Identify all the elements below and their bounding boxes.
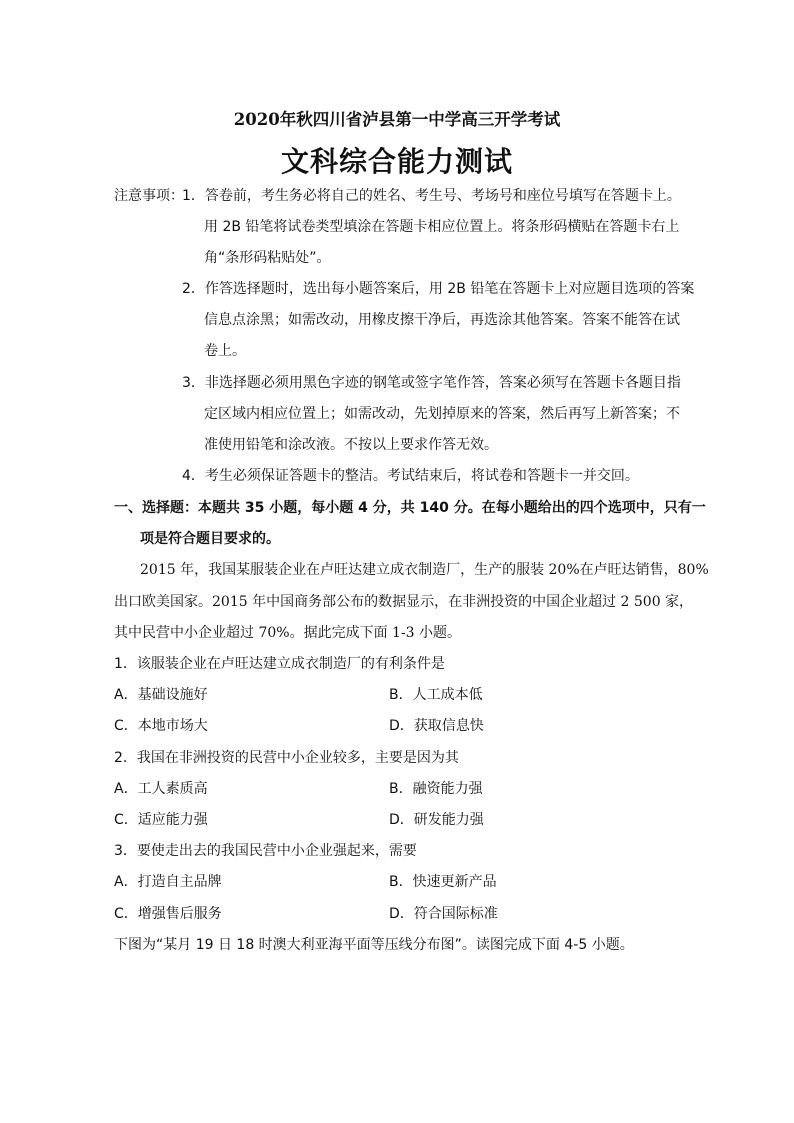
option-d: D．获取信息快 xyxy=(389,718,484,734)
exam-subtitle: 文科综合能力测试 xyxy=(280,145,513,178)
notice-line: 角“条形码粘贴处”。 xyxy=(204,250,331,266)
option-d: D．研发能力强 xyxy=(389,812,484,828)
option-d: D．符合国际标准 xyxy=(389,906,498,922)
question-stem: 3．要使走出去的我国民营中小企业强起来，需要 xyxy=(114,843,417,859)
exam-title: 2020年秋四川省泸县第一中学高三开学考试 xyxy=(233,110,561,129)
section-heading: 一、选择题：本题共 35 小题，每小题 4 分，共 140 分。在每小题给出的四个选项中，只有一 xyxy=(114,500,706,516)
question-stem: 2．我国在非洲投资的民营中小企业较多，主要是因为其 xyxy=(114,750,459,766)
notice-line: 用 2B 铅笔将试卷类型填涂在答题卡相应位置上。将条形码横贴在答题卡右上 xyxy=(204,219,680,235)
option-a: A．基础设施好 xyxy=(114,687,208,703)
option-b: B．人工成本低 xyxy=(389,687,483,703)
option-a: A．工人素质高 xyxy=(114,781,208,797)
notice-line: 定区域内相应位置上；如需改动，先划掉原来的答案，然后再写上新答案；不 xyxy=(204,406,680,422)
notice-line: 信息点涂黑；如需改动，用橡皮擦干净后，再选涂其他答案。答案不能答在试 xyxy=(204,312,680,328)
notice-line: 卷上。 xyxy=(204,343,246,359)
passage-line: 其中民营中小企业超过 70%。据此完成下面 1-3 小题。 xyxy=(114,625,462,641)
notice-line: 1．答卷前，考生务必将自己的姓名、考生号、考场号和座位号填写在答题卡上。 xyxy=(182,188,681,204)
notice-label: 注意事项： xyxy=(114,188,184,204)
option-b: B．融资能力强 xyxy=(389,781,483,797)
option-c: C．适应能力强 xyxy=(114,812,208,828)
notice-line: 2．作答选择题时，选出每小题答案后，用 2B 铅笔在答题卡上对应题目选项的答案 xyxy=(182,281,695,297)
option-b: B．快速更新产品 xyxy=(389,874,497,890)
question-stem: 1．该服装企业在卢旺达建立成衣制造厂的有利条件是 xyxy=(114,656,445,672)
next-question-intro: 下图为“某月 19 日 18 时澳大利亚海平面等压线分布图”。读图完成下面 4-5 小题。 xyxy=(114,937,634,953)
notice-line: 4．考生必须保证答题卡的整洁。考试结束后，将试卷和答题卡一并交回。 xyxy=(182,468,639,484)
notice-line: 准使用铅笔和涂改液。不按以上要求作答无效。 xyxy=(204,437,498,453)
passage-line: 2015 年，我国某服装企业在卢旺达建立成衣制造厂，生产的服装 20%在卢旺达销售，80% xyxy=(140,562,709,578)
option-c: C．本地市场大 xyxy=(114,718,208,734)
option-a: A．打造自主品牌 xyxy=(114,874,222,890)
option-c: C．增强售后服务 xyxy=(114,906,222,922)
notice-line: 3．非选择题必须用黑色字迹的钢笔或签字笔作答，答案必须写在答题卡各题目指 xyxy=(182,375,681,391)
section-heading-cont: 项是符合题目要求的。 xyxy=(140,531,280,547)
passage-line: 出口欧美国家。2015 年中国商务部公布的数据显示，在非洲投资的中国企业超过 2 500 家， xyxy=(114,594,694,610)
